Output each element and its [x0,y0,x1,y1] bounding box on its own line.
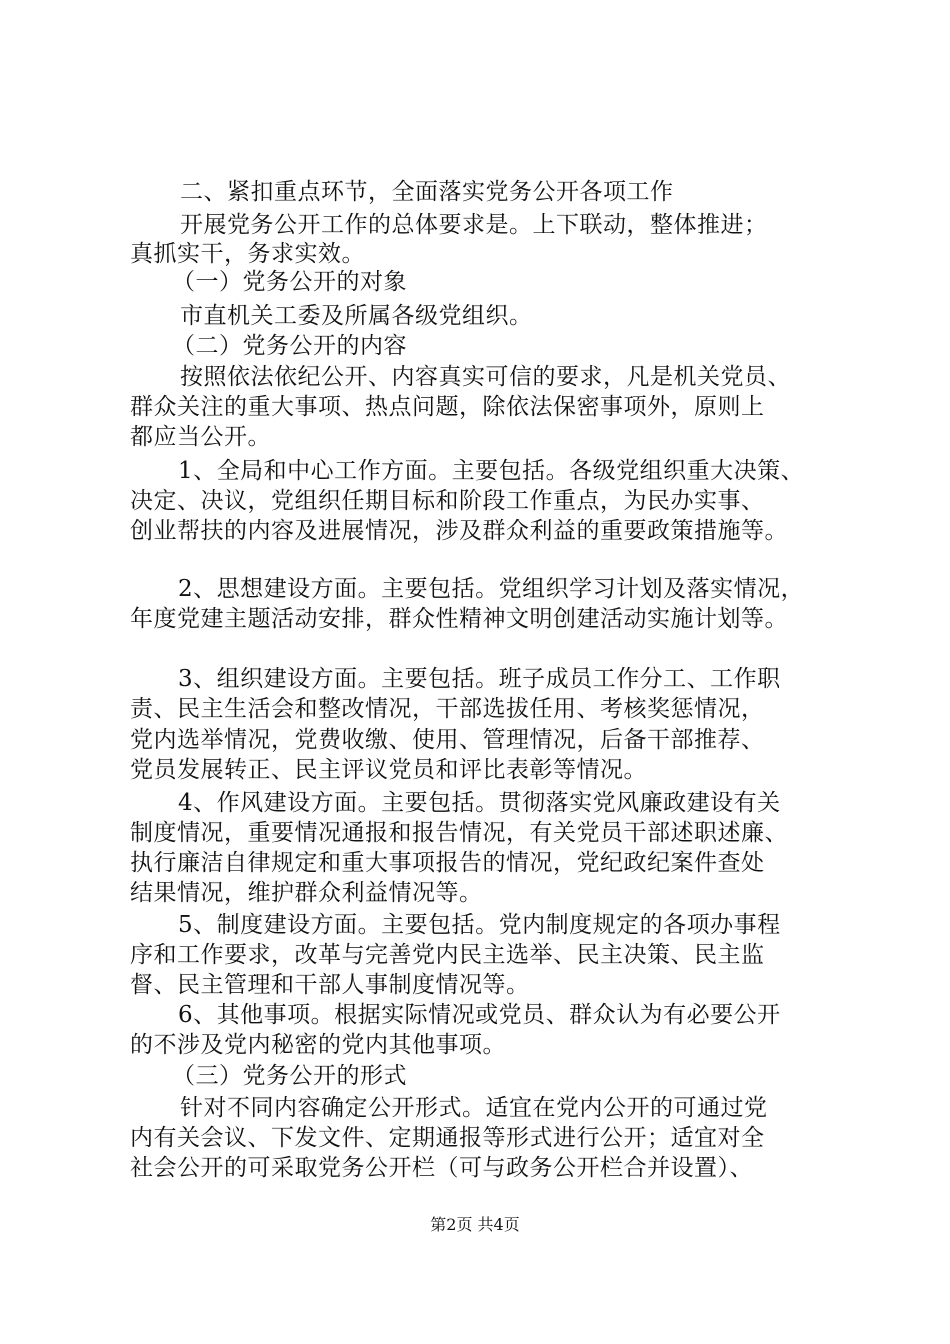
section-heading: 二、紧扣重点环节，全面落实党务公开各项工作 [180,179,674,205]
paragraph-line: 制度情况，重要情况通报和报告情况，有关党员干部述职述廉、 [130,820,788,846]
paragraph-line: 开展党务公开工作的总体要求是。上下联动，整体推进； [180,212,768,238]
paragraph-line: 4、作风建设方面。主要包括。贯彻落实党风廉政建设有关 [178,790,781,816]
paragraph-line: 结果情况，维护群众利益情况等。 [130,880,483,906]
paragraph-line: 执行廉洁自律规定和重大事项报告的情况，党纪政纪案件查处 [130,850,765,876]
paragraph-line: 群众关注的重大事项、热点问题，除依法保密事项外，原则上 [130,394,765,420]
paragraph-line: 督、民主管理和干部人事制度情况等。 [130,972,530,998]
paragraph-line: 党员发展转正、民主评议党员和评比表彰等情况。 [130,757,647,783]
paragraph-line: 决定、决议，党组织任期目标和阶段工作重点，为民办实事、 [130,488,765,514]
subsection-heading: （一）党务公开的对象 [172,269,407,295]
paragraph-line: 6、其他事项。根据实际情况或党员、群众认为有必要公开 [178,1002,781,1028]
paragraph-line: 针对不同内容确定公开形式。适宜在党内公开的可通过党 [180,1095,768,1121]
paragraph-line: 市直机关工委及所属各级党组织。 [180,303,533,329]
paragraph-line: 序和工作要求，改革与完善党内民主选举、民主决策、民主监 [130,942,765,968]
paragraph-line: 创业帮扶的内容及进展情况，涉及群众利益的重要政策措施等。 [130,518,788,544]
paragraph-line: 的不涉及党内秘密的党内其他事项。 [130,1032,506,1058]
subsection-heading: （二）党务公开的内容 [172,333,407,359]
paragraph-line: 责、民主生活会和整改情况，干部选拔任用、考核奖惩情况， [130,696,765,722]
paragraph-line: 按照依法依纪公开、内容真实可信的要求，凡是机关党员、 [180,364,791,390]
paragraph-line: 真抓实干，务求实效。 [130,241,365,267]
page-footer: 第2页 共4页 [430,1215,520,1234]
paragraph-line: 内有关会议、下发文件、定期通报等形式进行公开；适宜对全 [130,1125,765,1151]
paragraph-line: 5、制度建设方面。主要包括。党内制度规定的各项办事程 [178,912,781,938]
paragraph-line: 党内选举情况，党费收缴、使用、管理情况，后备干部推荐、 [130,727,765,753]
paragraph-line: 3、组织建设方面。主要包括。班子成员工作分工、工作职 [178,666,781,692]
subsection-heading: （三）党务公开的形式 [172,1063,407,1089]
paragraph-line: 社会公开的可采取党务公开栏（可与政务公开栏合并设置）、 [130,1155,753,1181]
paragraph-line: 1、全局和中心工作方面。主要包括。各级党组织重大决策、 [178,458,805,484]
paragraph-line: 2、思想建设方面。主要包括。党组织学习计划及落实情况， [178,576,805,602]
paragraph-line: 年度党建主题活动安排，群众性精神文明创建活动实施计划等。 [130,606,788,632]
paragraph-line: 都应当公开。 [130,424,271,450]
